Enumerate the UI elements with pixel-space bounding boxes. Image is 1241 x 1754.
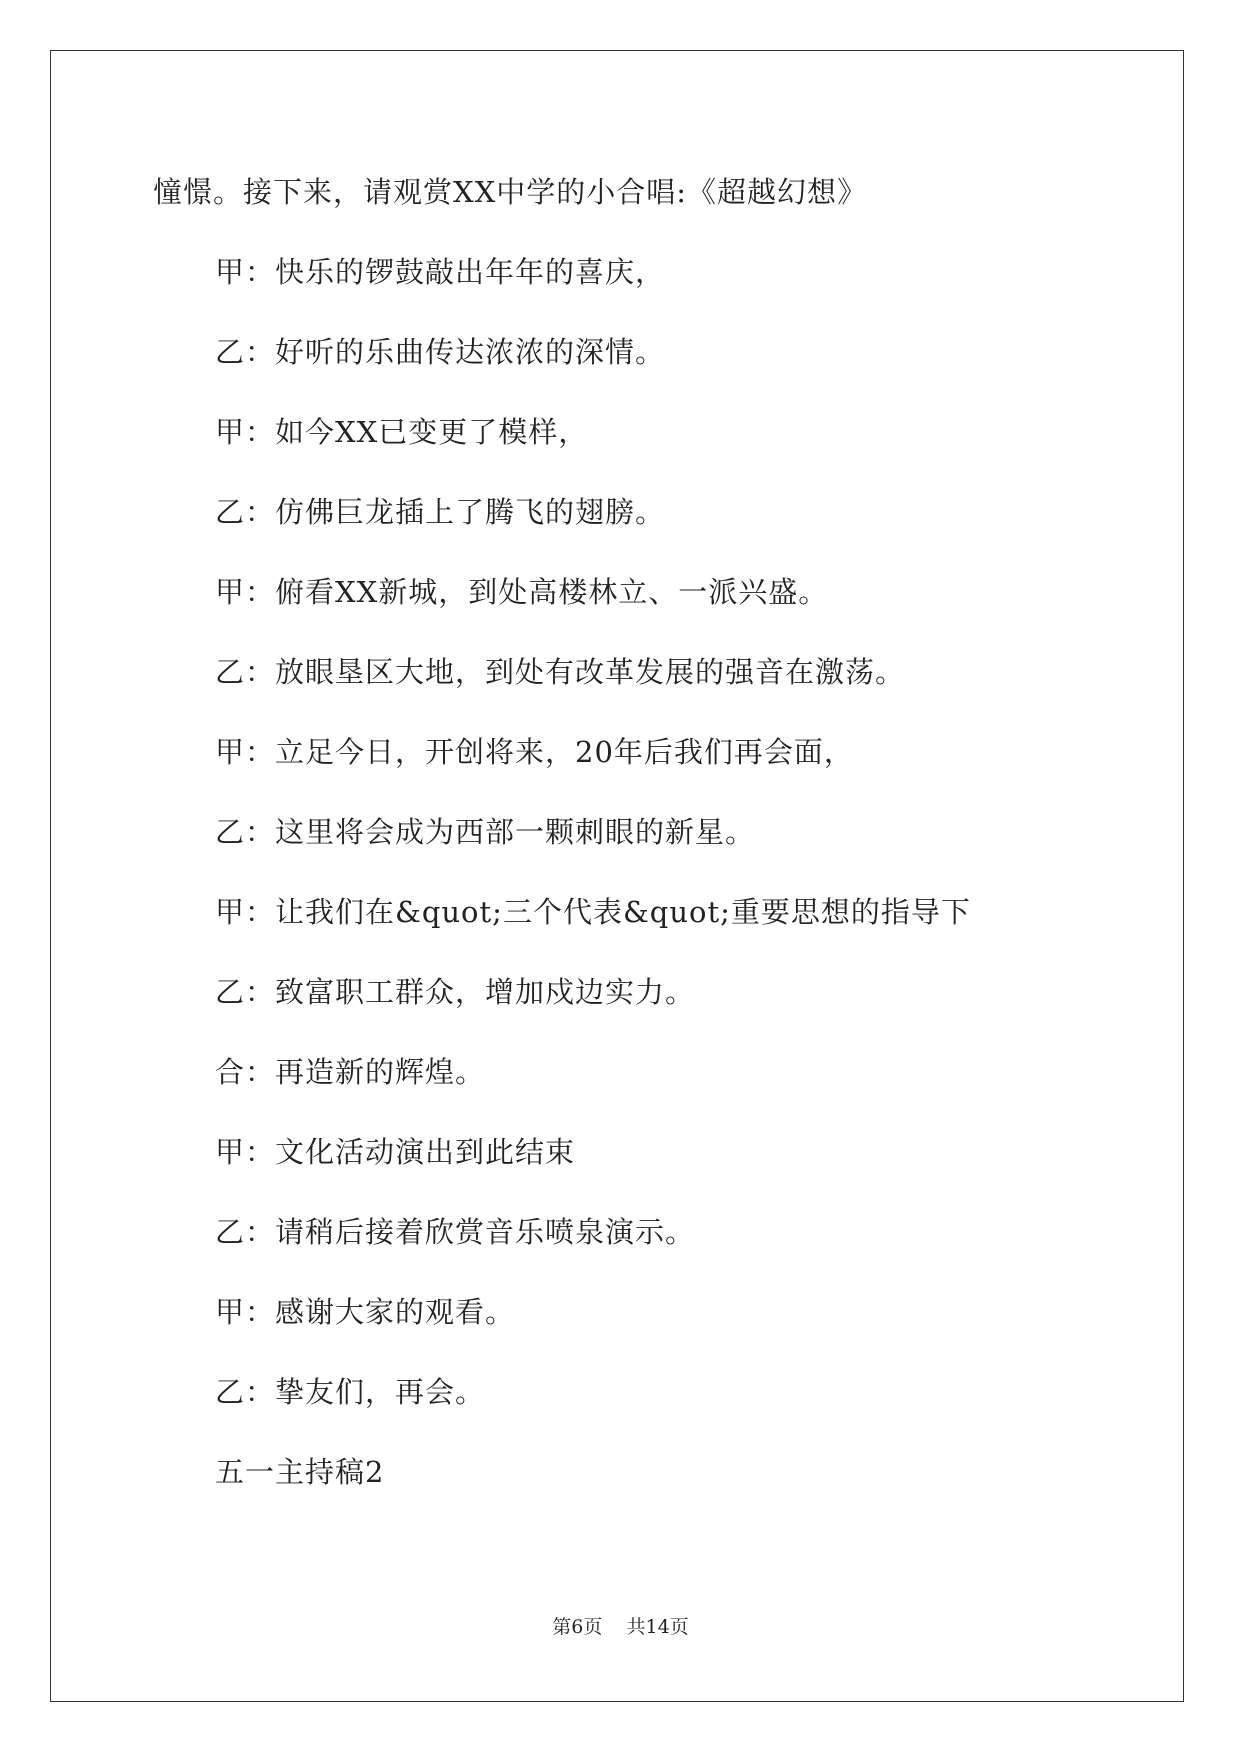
dialogue-line: 乙：这里将会成为西部一颗刺眼的新星。 (215, 815, 756, 849)
dialogue-line: 甲：让我们在&quot;三个代表&quot;重要思想的指导下 (215, 895, 971, 929)
page-footer (0, 1615, 1241, 1639)
dialogue-line: 乙：挚友们，再会。 (215, 1375, 486, 1409)
dialogue-line: 乙：好听的乐曲传达浓浓的深情。 (215, 335, 666, 369)
dialogue-line: 乙：放眼垦区大地，到处有改革发展的强音在激荡。 (215, 655, 906, 689)
dialogue-line: 甲：快乐的锣鼓敲出年年的喜庆， (215, 255, 666, 289)
page-total: 共14页 (626, 1616, 689, 1638)
dialogue-line: 乙：仿佛巨龙插上了腾飞的翅膀。 (215, 495, 666, 529)
dialogue-line: 甲：感谢大家的观看。 (215, 1295, 516, 1329)
dialogue-line: 乙：致富职工群众，增加戍边实力。 (215, 975, 696, 1009)
page-number: 第6页 (552, 1616, 603, 1638)
dialogue-line: 甲：如今XX已变更了模样， (215, 415, 589, 449)
dialogue-line: 乙：请稍后接着欣赏音乐喷泉演示。 (215, 1215, 696, 1249)
dialogue-line: 甲：文化活动演出到此结束 (215, 1135, 576, 1169)
section-heading: 五一主持稿2 (215, 1455, 385, 1489)
dialogue-line: 合：再造新的辉煌。 (215, 1055, 486, 1089)
text-line: 憧憬。接下来，请观赏XX中学的小合唱:《超越幻想》 (153, 175, 868, 209)
dialogue-line: 甲：俯看XX新城，到处高楼林立、一派兴盛。 (215, 575, 829, 609)
dialogue-line: 甲：立足今日，开创将来，20年后我们再会面， (215, 735, 854, 769)
